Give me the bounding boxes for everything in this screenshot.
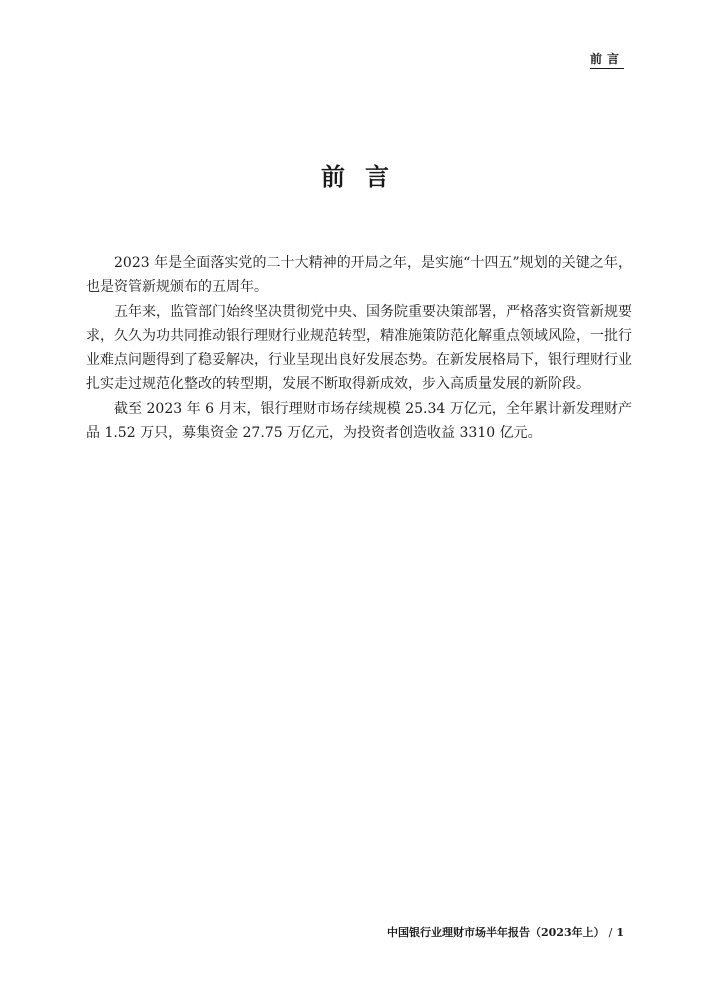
paragraph: 2023 年是全面落实党的二十大精神的开局之年，是实施“十四五”规划的关键之年，也是资管新规颁布的五周年。 — [86, 255, 632, 295]
page-footer — [387, 924, 624, 940]
paragraph: 五年来，监管部门始终坚决贯彻党中央、国务院重要决策部署，严格落实资管新规要求，久久为功共同推动银行理财行业规范转型，精准施策防范化解重点领域风险，一批行业难点问题得到了稳妥解决，行业呈现出良好发展态势。在新发展格局下，银行理财行业扎实走过规范化整改的转型期，发展不断取得新成效，步入高质量发展的新阶段。 — [86, 304, 632, 392]
running-header: 前言 — [590, 50, 624, 69]
page-number: 1 — [616, 926, 624, 939]
page-title: 前言 — [321, 162, 409, 191]
body-text — [86, 251, 632, 446]
footer-report-title: 中国银行业理财市场半年报告（2023年上） — [387, 926, 605, 939]
footer-separator: / — [608, 926, 613, 939]
paragraph: 截至 2023 年 6 月末，银行理财市场存续规模 25.34 万亿元，全年累计新发理财产品 1.52 万只，募集资金 27.75 万亿元，为投资者创造收益 3310 亿元。 — [86, 401, 632, 441]
